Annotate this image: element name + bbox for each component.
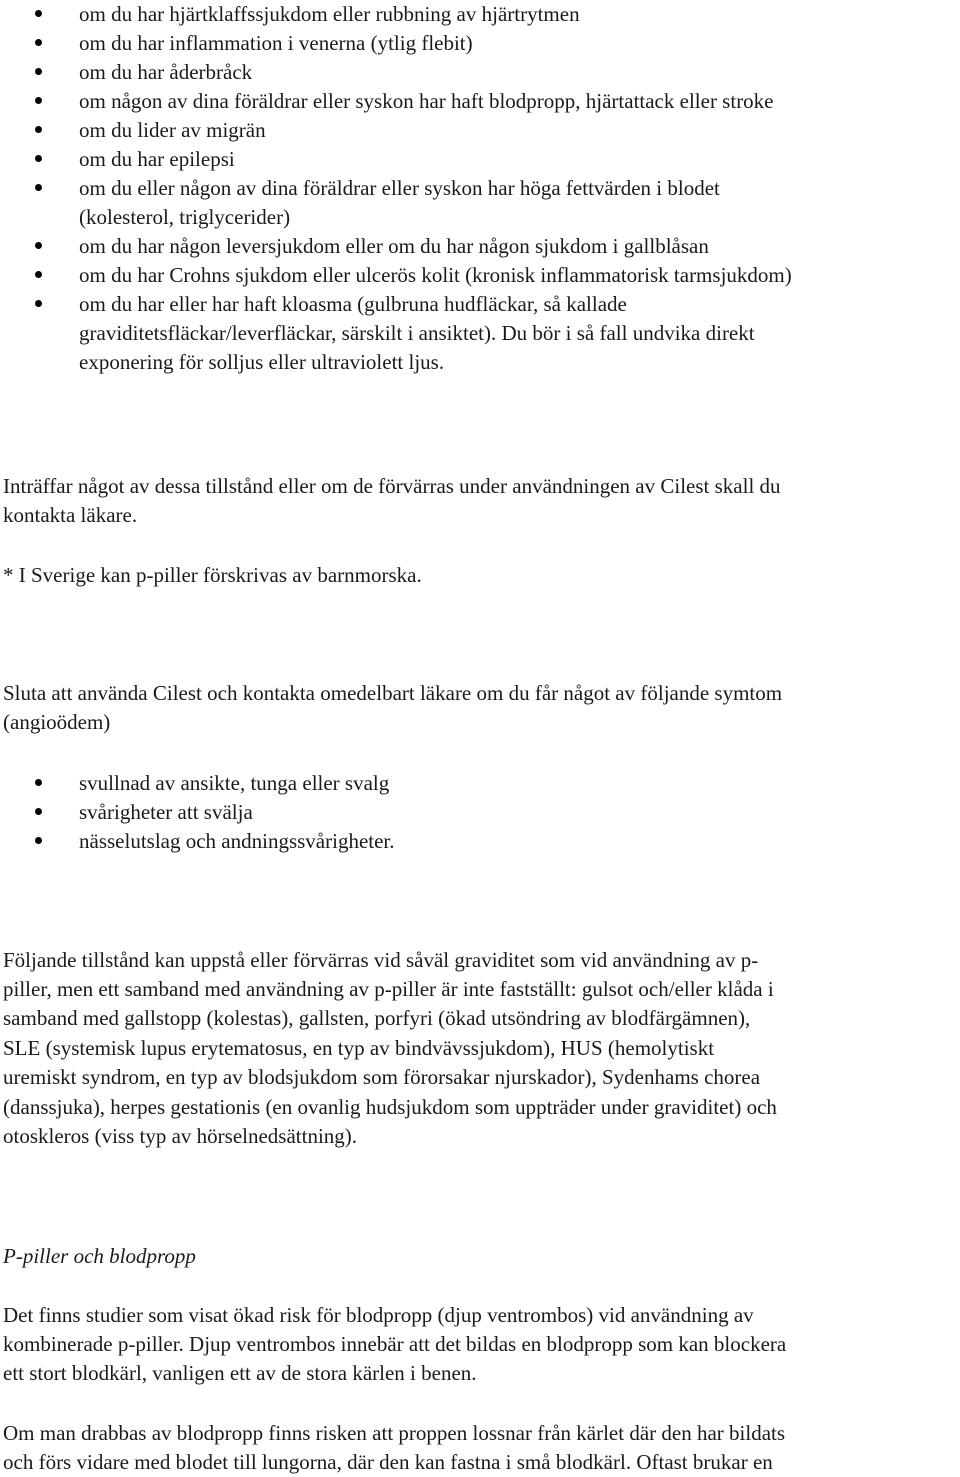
list-item: om någon av dina föräldrar eller syskon har haft blodpropp, hjärtattack eller stroke — [79, 89, 774, 113]
bullet-icon — [35, 779, 42, 786]
list-item: om du har åderbråck — [79, 60, 253, 84]
section-heading: P-piller och blodpropp — [3, 1244, 196, 1268]
list-item-continuation: graviditetsfläckar/leverfläckar, särskilt i ansiktet). Du bör i så fall undvika direkt — [79, 321, 755, 345]
paragraph-line: kontakta läkare. — [3, 503, 138, 527]
paragraph-line: och förs vidare med blodet till lungorna, där den kan fastna i små blodkärl. Oftast brukar en — [3, 1450, 773, 1474]
paragraph-line: (danssjuka), herpes gestationis (en ovanlig hudsjukdom som uppträder under graviditet) och — [3, 1095, 777, 1119]
bullet-icon — [35, 10, 42, 17]
bullet-icon — [35, 837, 42, 844]
bullet-icon — [35, 97, 42, 104]
paragraph-line: (angioödem) — [3, 710, 111, 734]
list-item: om du har någon leversjukdom eller om du har någon sjukdom i gallblåsan — [79, 234, 709, 258]
paragraph-line: ett stort blodkärl, vanligen ett av de stora kärlen i benen. — [3, 1361, 477, 1385]
bullet-icon — [35, 39, 42, 46]
paragraph-line: otoskleros (viss typ av hörselnedsättning). — [3, 1124, 358, 1148]
bullet-icon — [35, 808, 42, 815]
list-item: om du har hjärtklaffssjukdom eller rubbning av hjärtrytmen — [79, 2, 580, 26]
bullet-icon — [35, 300, 42, 307]
list-item: om du har epilepsi — [79, 147, 235, 171]
bullet-icon — [35, 184, 42, 191]
paragraph-line: Det finns studier som visat ökad risk för blodpropp (djup ventrombos) vid användning av — [3, 1303, 754, 1327]
list-item: om du har inflammation i venerna (ytlig flebit) — [79, 31, 473, 55]
list-item: om du eller någon av dina föräldrar eller syskon har höga fettvärden i blodet — [79, 176, 720, 200]
bullet-icon — [35, 155, 42, 162]
list-item: om du har Crohns sjukdom eller ulcerös kolit (kronisk inflammatorisk tarmsjukdom) — [79, 263, 792, 287]
bullet-icon — [35, 271, 42, 278]
paragraph-line: piller, men ett samband med användning av p-piller är inte fastställt: gulsot och/eller klåda i — [3, 977, 774, 1001]
bullet-icon — [35, 242, 42, 249]
paragraph-line: uremiskt syndrom, en typ av blodsjukdom som förorsakar njurskador), Sydenhams chorea — [3, 1065, 761, 1089]
list-item: nässelutslag och andningssvårigheter. — [79, 829, 395, 853]
paragraph-line: Följande tillstånd kan uppstå eller förvärras vid såväl graviditet som vid användning av p- — [3, 948, 759, 972]
bullet-icon — [35, 126, 42, 133]
paragraph-line: Inträffar något av dessa tillstånd eller om de förvärras under användningen av Cilest skall du — [3, 474, 781, 498]
list-item: om du lider av migrän — [79, 118, 266, 142]
list-item: svårigheter att svälja — [79, 800, 253, 824]
list-item-continuation: exponering för solljus eller ultraviolett ljus. — [79, 350, 445, 374]
list-item: svullnad av ansikte, tunga eller svalg — [79, 771, 390, 795]
bullet-icon — [35, 68, 42, 75]
paragraph-line: Om man drabbas av blodpropp finns risken att proppen lossnar från kärlet där den har bildats — [3, 1421, 786, 1445]
paragraph-line: samband med gallstopp (kolestas), gallsten, porfyri (ökad utsöndring av blodfärgämnen), — [3, 1006, 751, 1030]
list-item-continuation: (kolesterol, triglycerider) — [79, 205, 291, 229]
sweden-note: * I Sverige kan p-piller förskrivas av barnmorska. — [3, 563, 422, 587]
paragraph-line: SLE (systemisk lupus erytematosus, en typ av bindvävssjukdom), HUS (hemolytiskt — [3, 1036, 715, 1060]
paragraph-line: Sluta att använda Cilest och kontakta omedelbart läkare om du får något av följande symtom — [3, 681, 783, 705]
paragraph-line: kombinerade p-piller. Djup ventrombos innebär att det bildas en blodpropp som kan blockera — [3, 1332, 787, 1356]
list-item: om du har eller har haft kloasma (gulbruna hudfläckar, så kallade — [79, 292, 627, 316]
